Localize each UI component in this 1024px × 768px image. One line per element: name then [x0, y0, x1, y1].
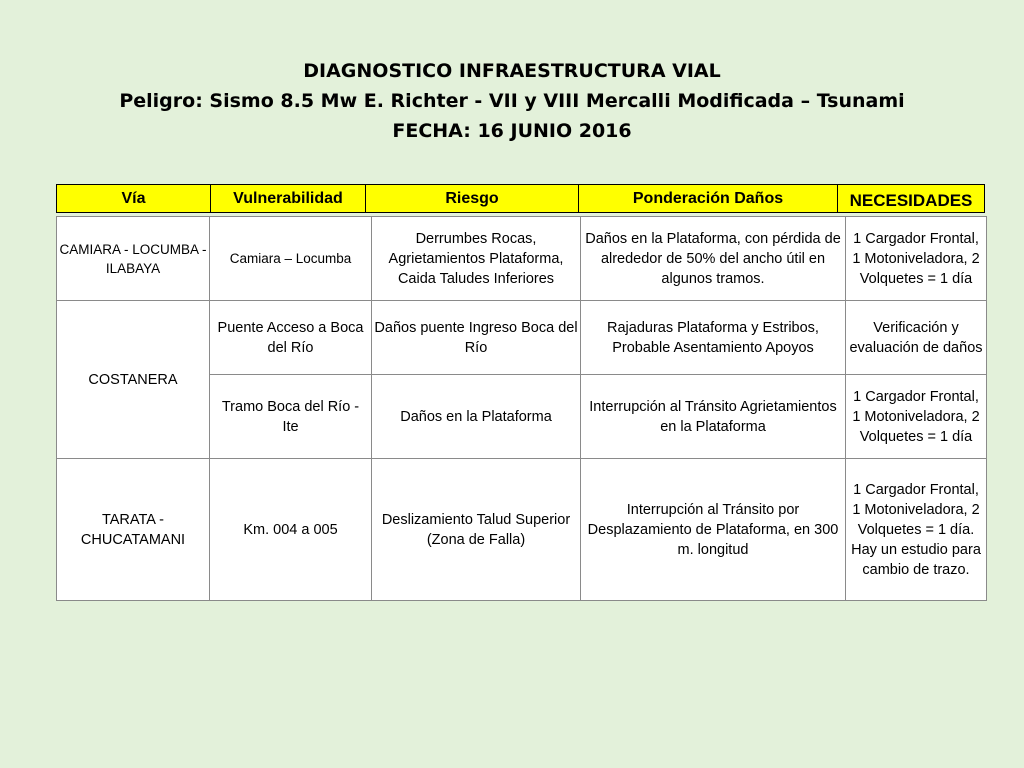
header-riesgo: Riesgo	[366, 185, 579, 213]
cell-ponderacion: Interrupción al Tránsito por Desplazamiento de Plataforma, en 300 m. longitud	[581, 459, 846, 601]
cell-via: CAMIARA - LOCUMBA - ILABAYA	[57, 217, 210, 301]
cell-ponderacion: Rajaduras Plataforma y Estribos, Probable Asentamiento Apoyos	[581, 301, 846, 375]
cell-ponderacion: Interrupción al Tránsito Agrietamientos en la Plataforma	[581, 375, 846, 459]
cell-necesidades: 1 Cargador Frontal, 1 Motoniveladora, 2 Volquetes = 1 día	[846, 375, 987, 459]
cell-via: COSTANERA	[57, 301, 210, 459]
cell-necesidades: 1 Cargador Frontal, 1 Motoniveladora, 2 Volquetes = 1 día. Hay un estudio para cambio de trazo.	[846, 459, 987, 601]
table-row	[57, 217, 987, 301]
header-row	[56, 184, 985, 213]
header-vulnerabilidad: Vulnerabilidad	[211, 185, 366, 213]
cell-vulnerabilidad: Km. 004 a 005	[210, 459, 372, 601]
cell-vulnerabilidad: Puente Acceso a Boca del Río	[210, 301, 372, 375]
cell-vulnerabilidad: Camiara – Locumba	[210, 217, 372, 301]
cell-ponderacion: Daños en la Plataforma, con pérdida de alrededor de 50% del ancho útil en algunos tramos.	[581, 217, 846, 301]
title-line-date: FECHA: 16 JUNIO 2016	[392, 120, 632, 142]
header-ponderacion: Ponderación Daños	[579, 185, 838, 213]
cell-riesgo: Derrumbes Rocas, Agrietamientos Plataforma, Caida Taludes Inferiores	[372, 217, 581, 301]
header-via: Vía	[57, 185, 211, 213]
cell-vulnerabilidad: Tramo Boca del Río - Ite	[210, 375, 372, 459]
table-row	[57, 301, 987, 375]
page-title	[0, 56, 1024, 146]
cell-necesidades: Verificación y evaluación de daños	[846, 301, 987, 375]
table-row	[57, 459, 987, 601]
cell-necesidades: 1 Cargador Frontal, 1 Motoniveladora, 2 Volquetes = 1 día	[846, 217, 987, 301]
cell-via: TARATA - CHUCATAMANI	[57, 459, 210, 601]
header-necesidades: NECESIDADES	[838, 185, 985, 213]
cell-riesgo: Daños en la Plataforma	[372, 375, 581, 459]
cell-riesgo: Daños puente Ingreso Boca del Río	[372, 301, 581, 375]
title-line-main: DIAGNOSTICO INFRAESTRUCTURA VIAL	[303, 60, 721, 82]
cell-riesgo: Deslizamiento Talud Superior (Zona de Falla)	[372, 459, 581, 601]
title-line-hazard: Peligro: Sismo 8.5 Mw E. Richter - VII y VIII Mercalli Modificada – Tsunami	[119, 90, 905, 112]
diagnostic-table	[56, 216, 987, 601]
